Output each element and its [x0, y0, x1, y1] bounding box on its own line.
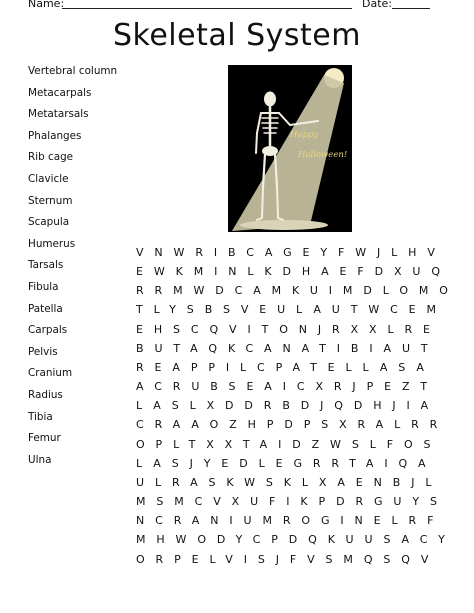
grid-row: ULRASKWSKLXAENBJL — [136, 475, 443, 489]
word-list-item: Sternum — [28, 194, 73, 207]
word-list-item: Fibula — [28, 280, 59, 293]
caption-line1: Happy — [290, 130, 319, 140]
word-list-item: Cranium — [28, 367, 73, 380]
word-list-item: Radius — [28, 388, 63, 401]
grid-row: TLYSBSVEULAUTWCEM — [136, 303, 447, 317]
word-list-item: Femur — [28, 432, 61, 445]
word-search-grid[interactable] — [130, 243, 459, 569]
page-title: Skeletal System — [113, 18, 361, 53]
word-list-item: Ulna — [28, 453, 52, 466]
grid-row: EWKMINLKDHAEFDXUQ — [136, 265, 451, 279]
word-list-item: Vertebral column — [28, 65, 118, 77]
grid-row: RRMWDCAMKUIMDLOMO — [136, 284, 459, 298]
grid-row: REAPPILCPATELLASA — [136, 360, 435, 374]
grid-row: OPLTXXTAIDZWSLFOS — [136, 437, 442, 451]
grid-row: BUTAQKCANATIBIAUT — [136, 341, 439, 355]
name-line[interactable] — [62, 8, 352, 9]
word-list-item: Clavicle — [28, 172, 69, 185]
header-row — [0, 0, 474, 14]
name-label: Name: — [28, 0, 65, 10]
word-list-item: Carpals — [28, 324, 68, 337]
spotlight-floor — [240, 220, 328, 230]
word-list-item: Metatarsals — [28, 108, 89, 121]
grid-row: ACRUBSEAICXRJPEZT — [136, 380, 439, 394]
grid-row: CRAAOZHPDPSXRALRR — [136, 418, 449, 432]
grid-row: LASLXDDRBDJQDHJIA — [136, 399, 440, 413]
word-list-item: Metacarpals — [28, 86, 92, 99]
word-list-item: Tarsals — [28, 259, 64, 272]
grid-row: ORPELVISJFVSMQSQV — [136, 552, 440, 566]
grid-row: MSMCVXUFIKPDRGUYS — [136, 495, 448, 509]
grid-row: VNWRIBCAGEYFWJLHV — [136, 246, 446, 259]
word-list-item: Tibia — [28, 410, 53, 423]
grid-row: MHWODYCPDQKUUSACY — [136, 533, 456, 547]
grid-row: NCRANIUMROGINELRF — [136, 514, 445, 528]
word-list-item: Scapula — [28, 216, 70, 229]
word-list-item: Pelvis — [28, 345, 58, 358]
grid-row: EHSCQVITONJRXXLRE — [136, 322, 441, 336]
word-list-item: Rib cage — [28, 151, 74, 164]
date-label: Date: — [362, 0, 392, 10]
word-list-item: Patella — [28, 302, 63, 315]
word-list-item: Humerus — [28, 237, 76, 250]
date-line[interactable] — [392, 8, 430, 9]
caption-line2: Halloween! — [298, 150, 348, 160]
skeleton-spotlight-icon — [228, 65, 352, 232]
word-list-item: Phalanges — [28, 129, 82, 142]
grid-row: LASJYEDLEGRRTAIQA — [136, 456, 437, 470]
